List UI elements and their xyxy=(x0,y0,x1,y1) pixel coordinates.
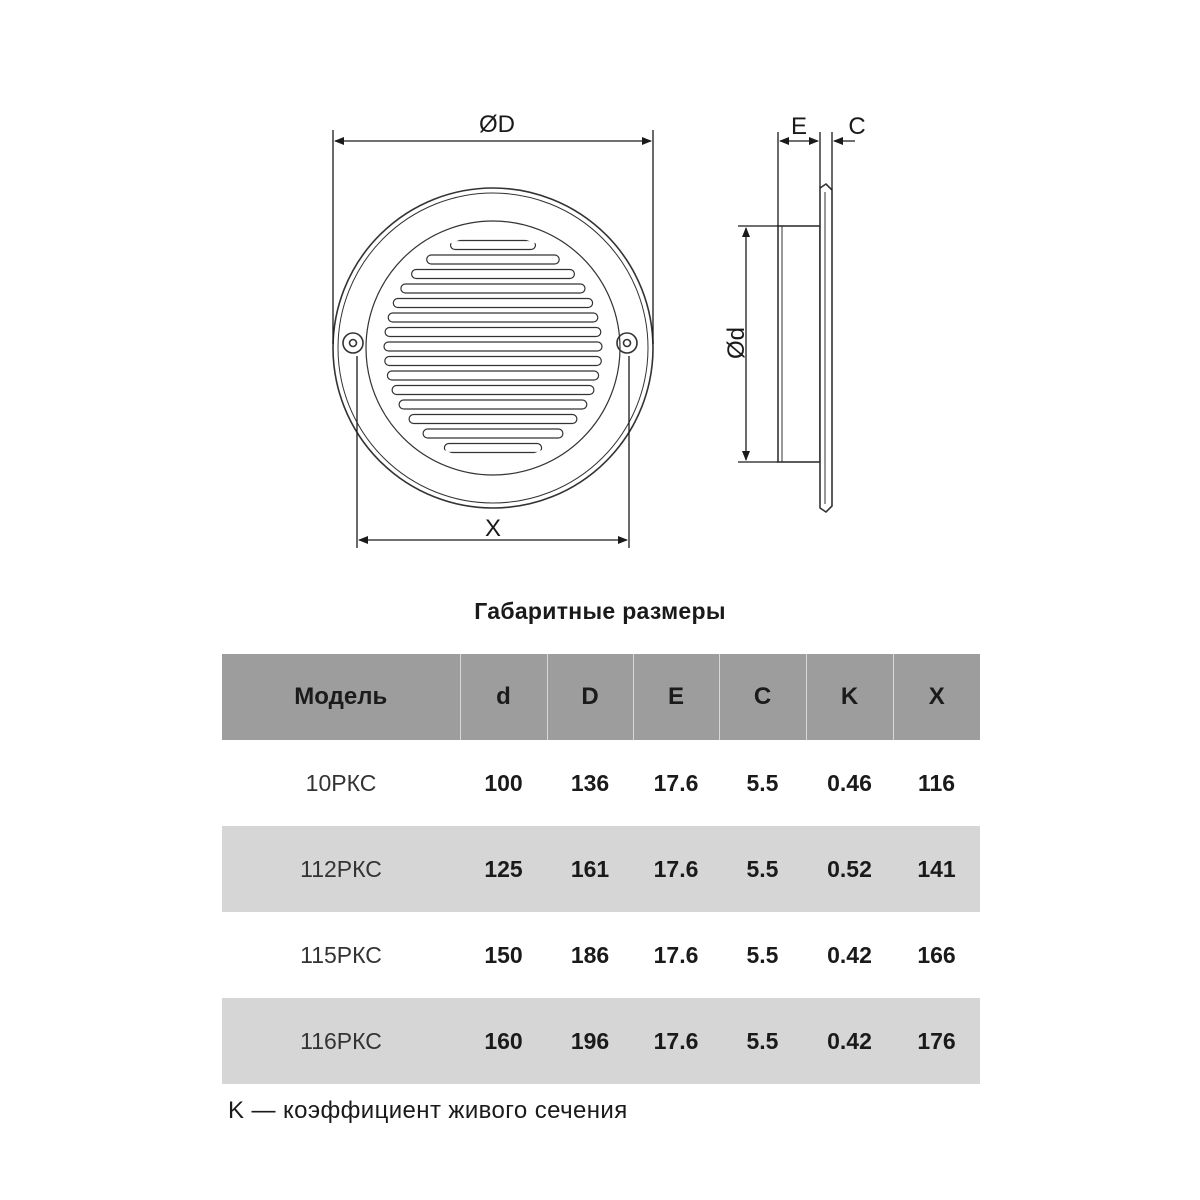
outer-ring xyxy=(333,188,653,508)
cell-C: 5.5 xyxy=(719,740,806,826)
louver-slat xyxy=(451,241,536,250)
cell-model: 10РКС xyxy=(222,740,460,826)
cell-D: 196 xyxy=(547,998,633,1084)
cell-K: 0.46 xyxy=(806,740,893,826)
label-e: E xyxy=(790,113,808,140)
screw-hole-left xyxy=(343,333,363,353)
louver-slat xyxy=(427,255,560,264)
header-d: d xyxy=(460,654,547,740)
label-x: X xyxy=(484,515,502,542)
cell-E: 17.6 xyxy=(633,826,719,912)
cell-K: 0.52 xyxy=(806,826,893,912)
cell-model: 112РКС xyxy=(222,826,460,912)
louver-slat xyxy=(388,313,598,322)
table-header-row xyxy=(222,654,980,740)
cell-E: 17.6 xyxy=(633,740,719,826)
cell-model: 115РКС xyxy=(222,912,460,998)
spigot xyxy=(778,226,820,462)
louver-slat xyxy=(385,328,601,337)
table-row xyxy=(222,912,980,998)
header-model: Модель xyxy=(222,654,460,740)
dimension-outer-diameter xyxy=(333,130,653,344)
cell-X: 176 xyxy=(893,998,980,1084)
louver-slat xyxy=(392,386,594,395)
louver-slat xyxy=(387,371,598,380)
header-X: X xyxy=(893,654,980,740)
side-view xyxy=(778,184,832,512)
technical-drawing xyxy=(0,0,1200,590)
label-outer-diameter: ØD xyxy=(479,111,515,138)
cell-C: 5.5 xyxy=(719,826,806,912)
grille-opening xyxy=(366,221,620,475)
louver-slat xyxy=(401,284,585,293)
header-D: D xyxy=(547,654,633,740)
louvers xyxy=(384,241,602,453)
table-row xyxy=(222,740,980,826)
cell-D: 136 xyxy=(547,740,633,826)
louver-slat xyxy=(384,342,602,351)
cell-X: 166 xyxy=(893,912,980,998)
louver-slat xyxy=(385,357,602,366)
cell-d: 100 xyxy=(460,740,547,826)
dimensions-table xyxy=(222,654,980,1084)
table-title: Габаритные размеры xyxy=(474,598,726,624)
louver-slat xyxy=(444,444,541,453)
cell-C: 5.5 xyxy=(719,912,806,998)
louver-slat xyxy=(409,415,577,424)
front-view xyxy=(333,188,653,508)
cell-D: 186 xyxy=(547,912,633,998)
cell-C: 5.5 xyxy=(719,998,806,1084)
louver-slat xyxy=(393,299,592,308)
table-row xyxy=(222,826,980,912)
dimension-e-c xyxy=(778,132,855,226)
cell-X: 116 xyxy=(893,740,980,826)
flange xyxy=(820,184,832,512)
header-K: K xyxy=(806,654,893,740)
cell-X: 141 xyxy=(893,826,980,912)
cell-d: 125 xyxy=(460,826,547,912)
cell-K: 0.42 xyxy=(806,998,893,1084)
header-C: C xyxy=(719,654,806,740)
cell-E: 17.6 xyxy=(633,912,719,998)
cell-K: 0.42 xyxy=(806,912,893,998)
louver-slat xyxy=(423,429,563,438)
cell-d: 150 xyxy=(460,912,547,998)
cell-d: 160 xyxy=(460,998,547,1084)
louver-slat xyxy=(399,400,587,409)
cell-model: 116РКС xyxy=(222,998,460,1084)
table-row xyxy=(222,998,980,1084)
label-inner-diameter: Ød xyxy=(723,326,750,360)
cell-D: 161 xyxy=(547,826,633,912)
cell-E: 17.6 xyxy=(633,998,719,1084)
footnote: K — коэффициент живого сечения xyxy=(228,1097,628,1124)
header-E: E xyxy=(633,654,719,740)
label-c: C xyxy=(848,113,866,140)
louver-slat xyxy=(412,270,575,279)
